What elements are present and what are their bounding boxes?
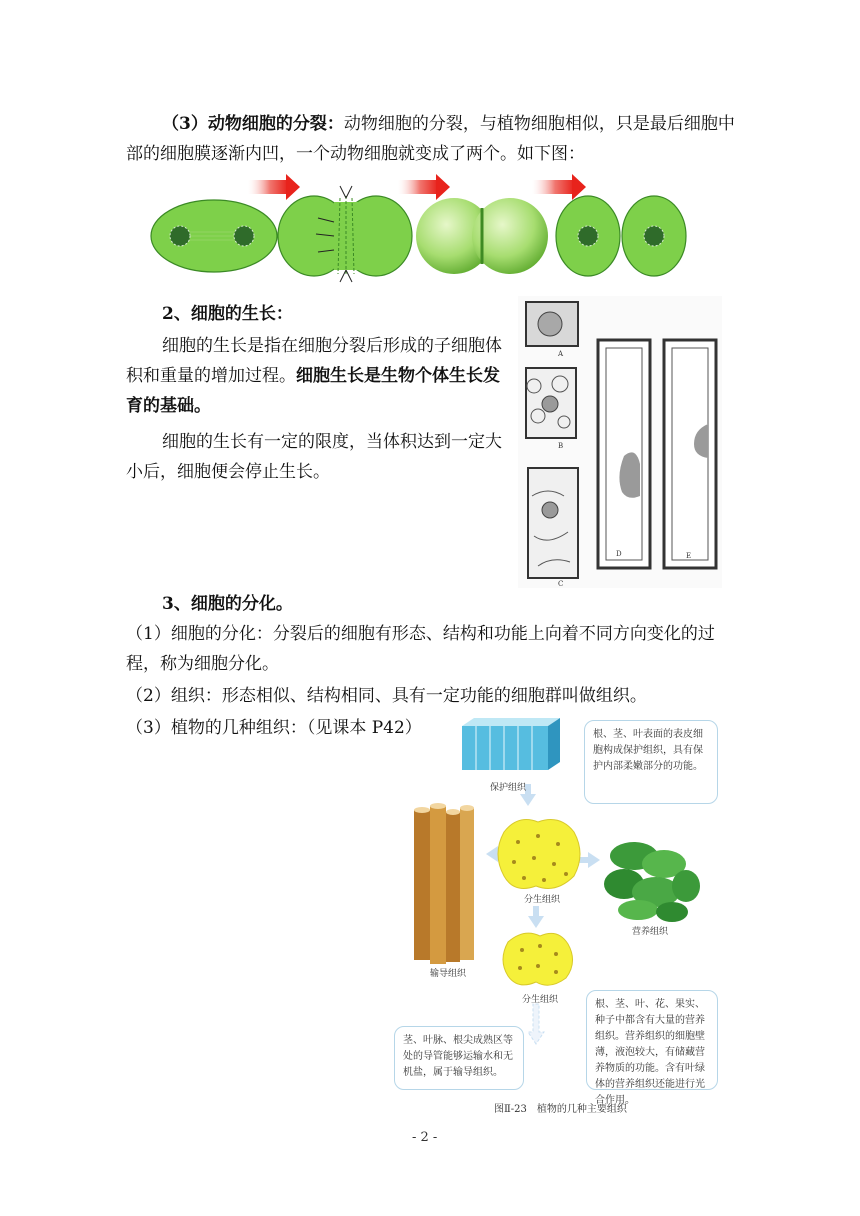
growth-paragraph-2: 细胞的生长有一定的限度，当体积达到一定大小后，细胞便会停止生长。: [126, 432, 502, 482]
protective-tissue-note: 根、茎、叶表面的表皮细胞构成保护组织，具有保护内部柔嫩部分的功能。: [584, 720, 718, 804]
label-a: A: [558, 350, 564, 358]
differentiation-item-3: （3）植物的几种组织：（见课本 P42）: [126, 718, 422, 738]
label-d: D: [616, 550, 622, 558]
conducting-tissue-note: 茎、叶脉、根尖成熟区等处的导管能够运输水和无机盐，属于输导组织。: [394, 1026, 524, 1090]
cell-growth-figure: [518, 296, 722, 588]
label-c: C: [558, 580, 564, 588]
animal-cell-division-diagram: [148, 174, 688, 284]
cell-growth-d: [598, 340, 650, 568]
daughter-cell-2: [622, 196, 686, 276]
dividing-cell-stage-3: [416, 198, 548, 274]
protective-tissue-label: 保护组织: [490, 783, 527, 793]
daughter-cell-1: [556, 196, 620, 276]
animal-division-body: 动物细胞的分裂，与植物细胞相似，只是最后细胞中部的细胞膜逐渐内凹，一个动物细胞就变成了两个。如下图：: [126, 114, 735, 164]
cell-growth-b: [526, 368, 576, 450]
differentiation-heading: 3、细胞的分化。: [162, 594, 293, 614]
differentiation-item-1: （1）细胞的分化：分裂后的细胞有形态、结构和功能上向着不同方向变化的过程，称为细胞分化。: [126, 624, 715, 674]
meristem-tissue-1: [498, 820, 580, 889]
red-arrow-2: [398, 174, 450, 200]
page-number: - 2 -: [412, 1130, 438, 1145]
plant-tissues-figure: [388, 714, 720, 1114]
conducting-tissue: [414, 803, 474, 964]
red-arrow-1: [248, 174, 300, 200]
growth-paragraph-1: [126, 331, 510, 421]
nutrient-tissue-note: 根、茎、叶、花、果实、种子中都含有大量的营养组织。营养组织的细胞壁薄，液泡较大，有储藏营养物质的功能。含有叶绿体的营养组织还能进行光合作用。: [586, 990, 718, 1090]
arrow-to-meristem-2: [528, 906, 544, 928]
red-arrow-3: [532, 174, 586, 200]
nutrient-tissue-label: 营养组织: [632, 927, 669, 937]
growth-basis-statement: 细胞生长是生物个体生长发育的基础。: [126, 366, 500, 416]
label-e: E: [686, 552, 692, 560]
differentiation-item-2: （2）组织：形态相似、结构相同、具有一定功能的细胞群叫做组织。: [126, 686, 647, 706]
dividing-cell-stage-2: [278, 186, 412, 282]
growth-definition: 细胞的生长是指在细胞分裂后形成的子细胞体积和重量的增加过程。: [126, 336, 502, 386]
animal-division-heading: （3）动物细胞的分裂：: [162, 114, 344, 134]
conducting-tissue-label: 输导组织: [430, 969, 467, 979]
arrow-to-nutrient: [578, 852, 600, 868]
nutrient-tissue: [604, 842, 700, 922]
arrow-down-dashed: [528, 1004, 544, 1044]
meristem-label-1: 分生组织: [524, 895, 561, 905]
cell-growth-e: [664, 340, 716, 568]
growth-heading: 2、细胞的生长：: [162, 304, 293, 324]
cell-growth-c: [528, 468, 578, 588]
label-b: B: [558, 442, 564, 450]
meristem-label-2: 分生组织: [522, 995, 559, 1005]
protective-tissue: [462, 718, 560, 770]
meristem-tissue-2: [503, 933, 573, 985]
figure-caption: 图Ⅱ-23 植物的几种主要组织: [494, 1104, 627, 1115]
dividing-cell-stage-1: [151, 200, 277, 272]
animal-division-paragraph: [126, 109, 746, 169]
